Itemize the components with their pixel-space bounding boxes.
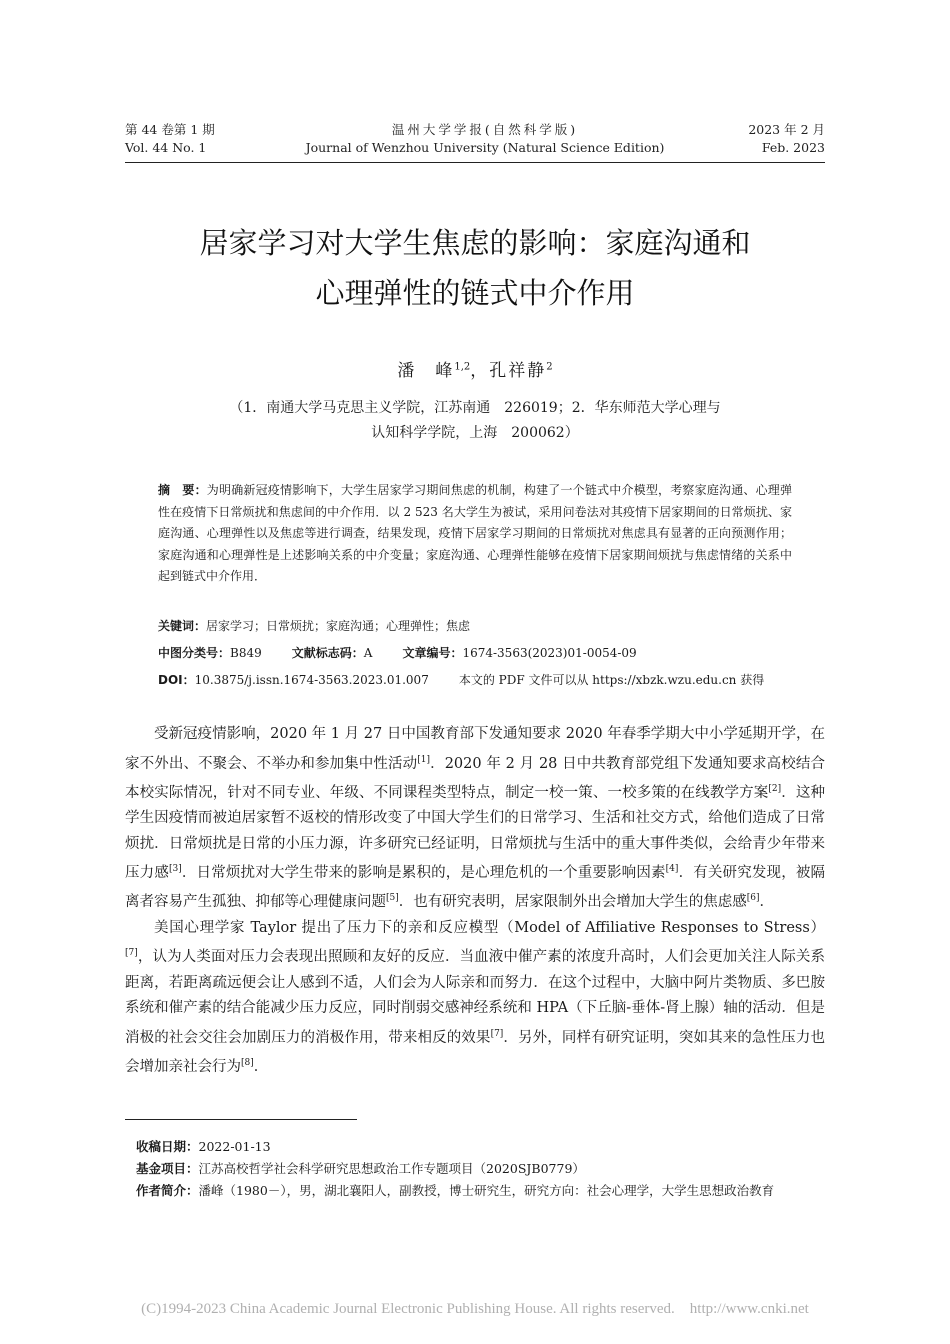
p1-text-g: ．: [759, 894, 774, 911]
doc-code-value: A: [363, 646, 373, 660]
affiliations: [100, 396, 850, 446]
citation-5: [5]: [386, 893, 399, 904]
fund-label: 基金项目：: [136, 1161, 199, 1176]
author-bio: [136, 1180, 826, 1202]
doi-label: DOI：: [158, 673, 195, 687]
clc-label: 中图分类号：: [158, 646, 231, 660]
p1-text-c: ．这种学生因疫情而被迫居家暂不返校的情形改变了中国大学生们的日常学习、生活和社交方式，给他们造成了日常烦扰．日常烦扰是日常的小压力源，许多研究已经证明，日常烦扰与生活中的重大事件类似，会给青少年带来压力感: [125, 784, 826, 881]
body-text: [125, 722, 825, 1080]
citation-1: [1]: [417, 754, 430, 765]
doc-code-label: 文献标志码：: [291, 646, 364, 660]
footnote-rule: [125, 1119, 357, 1120]
abstract: [158, 480, 792, 588]
title-line-2: 心理弹性的链式中介作用: [315, 276, 635, 310]
keywords: [158, 616, 470, 637]
header-journal-zh: 温州大学学报(自然科学版): [391, 122, 579, 137]
citation-4: [4]: [665, 864, 679, 875]
paragraph-2: [125, 916, 825, 1080]
copyright-line: (C)1994-2023 China Academic Journal Electronic Publishing House. All rights reserved. http://www.cnki.net: [141, 1301, 809, 1317]
bio-value: 潘峰（1980－），男，湖北襄阳人，副教授，博士研究生，研究方向：社会心理学，大学生思想政治教育: [198, 1183, 775, 1198]
received-label: 收稿日期：: [136, 1139, 199, 1154]
abstract-text: 为明确新冠疫情影响下，大学生居家学习期间焦虑的机制，构建了一个链式中介模型，考察家庭沟通、心理弹性在疫情下日常烦扰和焦虑间的中介作用．以 2 523 名大学生为被试，采用问卷法对其疫情下居家期间的日常烦扰、家庭沟通、心理弹性以及焦虑等进行调查，结果发现，疫情下居家学习期间的日常烦扰对焦虑具有显著的正向预测作用；家庭沟通和心理弹性是上述影响关系的中介变量；家庭沟通、心理弹性能够在疫情下居家期间烦扰与焦虑情绪的关系中起到链式中介作用．: [158, 483, 792, 583]
header-rule: [125, 162, 825, 163]
clc-value: B849: [230, 646, 262, 660]
affiliation-line-2: 认知科学学院，上海 200062）: [371, 425, 579, 441]
author-2: 孔祥静: [489, 361, 547, 381]
p1-text-f: ．也有研究表明，居家限制外出会增加大学生的焦虑感: [398, 894, 747, 911]
header-date-en: Feb. 2023: [761, 140, 825, 155]
header-journal-en: Journal of Wenzhou University (Natural Science Edition): [305, 140, 665, 155]
p2-text-a: 美国心理学家 Taylor 提出了压力下的亲和反应模型（Model of Affiliative Responses to Stress）: [154, 919, 825, 936]
bio-label: 作者简介：: [136, 1183, 199, 1198]
p2-text-d: ．: [253, 1058, 269, 1075]
citation-2: [2]: [768, 783, 782, 794]
doi-row: [158, 670, 764, 691]
p2-text-c: ．另外，同样有研究证明，突如其来的急性压力也会增加亲社会行为: [125, 1029, 826, 1075]
p1-text-e: ．有关研究发现，被隔离者容易产生孤独、抑郁等心理健康问题: [125, 864, 826, 911]
author-2-affil: 2: [546, 361, 553, 373]
citation-8: [8]: [241, 1057, 254, 1068]
fund-value: 江苏高校哲学社会科学研究思想政治工作专题项目（2020SJB0779）: [198, 1161, 585, 1176]
author-1-affil: 1,2: [454, 361, 471, 373]
p1-text-d: ．日常烦扰对大学生带来的影响是累积的，是心理危机的一个重要影响因素: [181, 864, 666, 881]
citation-7: [7]: [125, 948, 138, 959]
p1-text-b: ．2020 年 2 月 28 日中共教育部党组下发通知要求高校结合本校实际情况，针对不同专业、年级、不同课程类型特点，制定一校一策、一校多策的在线教学方案: [125, 755, 826, 801]
header-volume-en: Vol. 44 No. 1: [125, 140, 207, 155]
author-list: [100, 356, 850, 381]
abstract-label: 摘 要：: [158, 483, 207, 497]
keywords-label: 关键词：: [158, 619, 207, 633]
citation-6: [6]: [746, 893, 760, 904]
header-volume-zh: 第 44 卷第 1 期: [125, 122, 215, 137]
citation-7b: [7]: [490, 1028, 504, 1039]
p2-text-b: ，认为人类面对压力会表现出照顾和友好的反应．当血液中催产素的浓度升高时，人们会更加关注人际关系距离，若距离疏远便会让人感到不适，人们会为人际亲和而努力．在这个过程中，大脑中阿片类物质、多巴胺系统和催产素的结合能减少压力反应，同时削弱交感神经系统和 HPA（下丘脑-垂体-肾上腺）轴的活动．但是消极的社会交往会加剧压力的消极作用，带来相反的效果: [125, 949, 825, 1046]
author-sep: ，: [470, 361, 490, 381]
author-1: 潘 峰: [397, 361, 455, 381]
p1-text-a: 受新冠疫情影响，2020 年 1 月 27 日中国教育部下发通知要求 2020 年春季学期大中小学延期开学，在家不外出、不聚会、不举办和参加集中性活动: [125, 726, 825, 772]
header-date-zh: 2023 年 2 月: [748, 122, 825, 137]
affiliation-line-1: （1．南通大学马克思主义学院，江苏南通 226019；2．华东师范大学心理与: [229, 400, 721, 416]
citation-3: [3]: [168, 864, 182, 875]
pdf-note: 本文的 PDF 文件可以从 https://xbzk.wzu.edu.cn 获得: [458, 673, 765, 687]
received-date: [136, 1136, 826, 1158]
paragraph-1: [125, 722, 825, 916]
doi-value: 10.3875/j.issn.1674-3563.2023.01.007: [194, 673, 429, 687]
received-value: 2022-01-13: [198, 1139, 271, 1154]
article-no-label: 文章编号：: [402, 646, 463, 660]
classification-row: [158, 643, 637, 664]
footnotes: [136, 1136, 826, 1202]
fund-info: [136, 1158, 826, 1180]
article-no-value: 1674-3563(2023)01-0054-09: [462, 646, 637, 660]
keywords-text: 居家学习；日常烦扰；家庭沟通；心理弹性；焦虑: [206, 619, 471, 633]
title-line-1: 居家学习对大学生焦虑的影响：家庭沟通和: [199, 226, 751, 260]
